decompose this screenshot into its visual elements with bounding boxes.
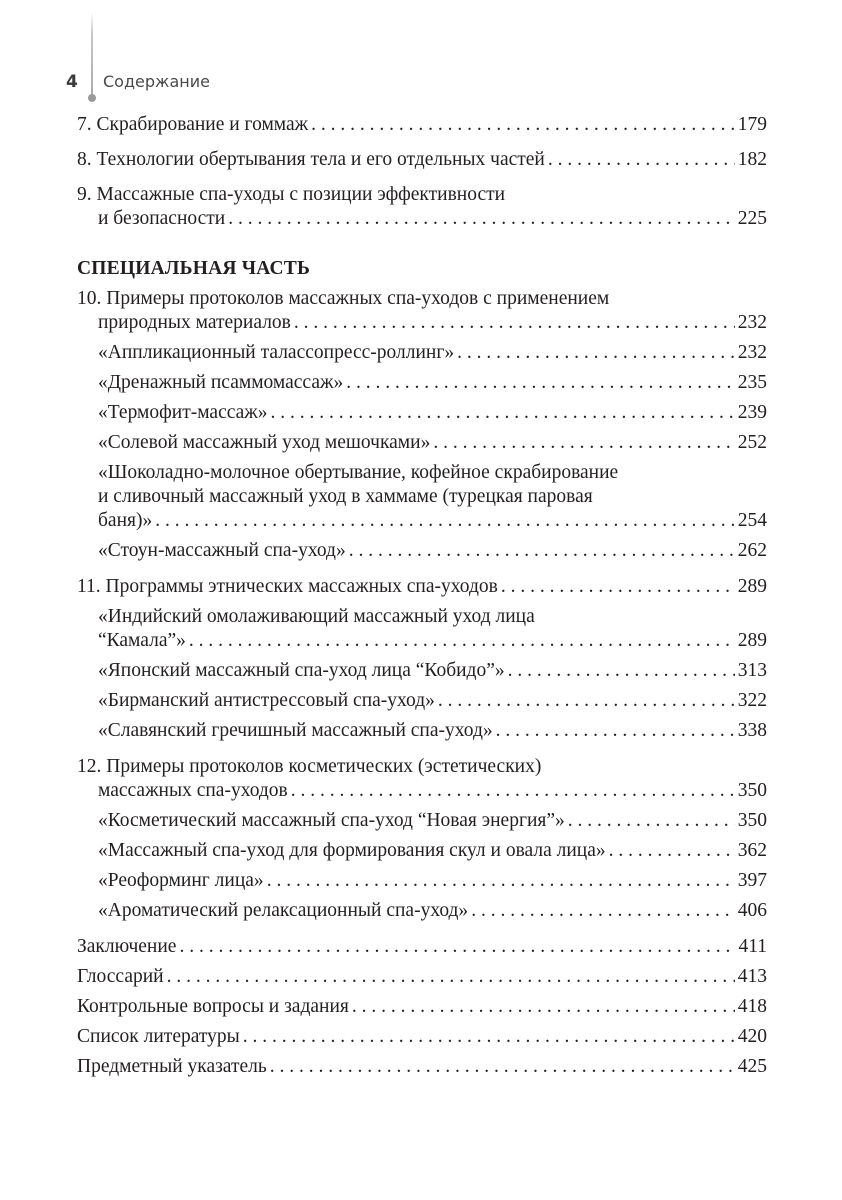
toc-entry-line	[98, 341, 767, 365]
dot-leader	[291, 779, 735, 803]
toc-page-number: 350	[737, 780, 767, 801]
toc-page-number: 338	[737, 720, 767, 741]
dot-leader	[501, 575, 735, 599]
dot-leader	[352, 995, 735, 1019]
dot-leader	[270, 1055, 735, 1079]
toc-page-number: 254	[737, 510, 767, 531]
toc-entry-body	[98, 839, 767, 863]
toc-entry-line	[77, 148, 767, 172]
toc-page-number: 225	[737, 208, 767, 229]
toc-entry-title: Список литературы	[77, 1026, 240, 1047]
toc-entry-line	[77, 1055, 767, 1079]
toc-entry-body	[77, 1025, 767, 1049]
toc-entry-title: «Солевой массажный уход мешочками»	[98, 432, 431, 453]
toc-entry-line	[98, 509, 767, 533]
toc-page-number: 232	[737, 312, 767, 333]
toc-entry-body	[77, 575, 767, 599]
toc-entry-title: «Шоколадно-молочное обертывание, кофейное скрабирование	[98, 462, 619, 483]
toc-entry-line	[98, 431, 767, 455]
dot-leader	[294, 311, 735, 335]
toc-entry[interactable]	[77, 287, 767, 335]
toc-entry-line	[77, 287, 767, 311]
toc-entry-title: Заключение	[77, 936, 177, 957]
toc-page-number: 313	[737, 660, 767, 681]
toc-entry-title: 9. Массажные спа-уходы с позиции эффективности	[77, 184, 506, 205]
dot-leader	[189, 629, 735, 653]
toc-page-number: 406	[737, 900, 767, 921]
toc-entry-body	[98, 341, 767, 365]
dot-leader	[243, 1025, 735, 1049]
dot-leader	[167, 965, 735, 989]
toc-entry-line	[77, 755, 767, 779]
toc-entry-line	[77, 575, 767, 599]
toc-page-number: 411	[738, 936, 767, 957]
toc-entry[interactable]	[77, 755, 767, 803]
toc-entry-title: и сливочный массажный уход в хаммаме (турецкая паровая	[98, 486, 593, 507]
toc-entry-title: «Косметический массажный спа-уход “Новая энергия”»	[98, 810, 565, 831]
toc-entry-body	[77, 113, 767, 137]
toc-entry-title: и безопасности	[98, 208, 226, 229]
dot-leader	[346, 371, 735, 395]
dot-leader	[267, 869, 735, 893]
toc-page-number: 420	[737, 1026, 767, 1047]
dot-leader	[457, 341, 735, 365]
toc-entry-title: Контрольные вопросы и задания	[77, 996, 349, 1017]
toc-entry-title: «Дренажный псаммомассаж»	[98, 372, 344, 393]
toc-page-number: 413	[737, 966, 767, 987]
toc-entry-body	[98, 431, 767, 455]
header-rule	[91, 12, 93, 98]
toc-entry-line	[77, 207, 767, 231]
toc-page-number: 322	[737, 690, 767, 711]
toc-entry-title: «Ароматический релаксационный спа-уход»	[98, 900, 469, 921]
toc-entry-body	[77, 965, 767, 989]
toc-entry-line	[98, 719, 767, 743]
toc-entry[interactable]	[77, 965, 767, 989]
toc-page-number: 262	[737, 540, 767, 561]
toc-entry-body	[77, 935, 767, 959]
running-title: Содержание	[103, 72, 210, 91]
table-of-contents	[77, 113, 767, 1085]
toc-subentry[interactable]	[77, 659, 767, 683]
dot-leader	[228, 207, 735, 231]
toc-entry-line	[98, 689, 767, 713]
toc-page-number: 235	[737, 372, 767, 393]
toc-subentry[interactable]	[77, 689, 767, 713]
toc-entry-title: «Стоун-массажный спа-уход»	[98, 540, 346, 561]
dot-leader	[496, 719, 735, 743]
toc-entry-line	[98, 605, 767, 629]
toc-page-number: 239	[737, 402, 767, 423]
toc-subentry[interactable]	[77, 719, 767, 743]
toc-entry-body	[98, 719, 767, 743]
toc-entry-line	[77, 995, 767, 1019]
toc-entry-line	[98, 659, 767, 683]
toc-subentry[interactable]	[77, 401, 767, 425]
toc-subentry[interactable]	[77, 341, 767, 365]
toc-entry-body	[98, 539, 767, 563]
toc-entry-line	[77, 965, 767, 989]
toc-entry-title: «Термофит-массаж»	[98, 402, 268, 423]
toc-entry-body	[98, 869, 767, 893]
toc-entry-line	[98, 401, 767, 425]
dot-leader	[311, 113, 735, 137]
toc-entry-line	[98, 485, 767, 509]
toc-entry[interactable]	[77, 113, 767, 137]
toc-entry-body	[77, 995, 767, 1019]
toc-page-number: 350	[737, 810, 767, 831]
toc-page-number: 418	[737, 996, 767, 1017]
toc-page-number: 362	[737, 840, 767, 861]
toc-entry-line	[77, 311, 767, 335]
toc-entry-line	[98, 899, 767, 923]
toc-page-number: 289	[737, 630, 767, 651]
toc-subentry[interactable]	[77, 461, 767, 533]
toc-entry-line	[98, 461, 767, 485]
toc-subentry[interactable]	[77, 839, 767, 863]
dot-leader	[568, 809, 735, 833]
toc-entry-body	[77, 287, 767, 335]
toc-entry-body	[77, 148, 767, 172]
toc-entry-line	[98, 629, 767, 653]
dot-leader	[179, 935, 735, 959]
toc-entry-body	[98, 689, 767, 713]
toc-entry-line	[77, 113, 767, 137]
toc-subentry[interactable]	[77, 899, 767, 923]
toc-entry-title: «Массажный спа-уход для формирования скул и овала лица»	[98, 840, 606, 861]
toc-entry-line	[98, 839, 767, 863]
toc-entry-line	[77, 935, 767, 959]
toc-subentry[interactable]	[77, 809, 767, 833]
toc-entry-line	[77, 1025, 767, 1049]
toc-entry-title: Предметный указатель	[77, 1056, 267, 1077]
toc-entry[interactable]	[77, 148, 767, 172]
toc-entry-title: массажных спа-уходов	[98, 780, 288, 801]
toc-page-number: 425	[737, 1056, 767, 1077]
toc-entry-title: Глоссарий	[77, 966, 164, 987]
toc-entry-body	[77, 1055, 767, 1079]
toc-entry-body	[98, 899, 767, 923]
toc-entry-body	[98, 401, 767, 425]
toc-entry[interactable]	[77, 183, 767, 231]
toc-entry[interactable]	[77, 995, 767, 1019]
dot-leader	[155, 509, 735, 533]
header-rule-dot	[88, 94, 96, 102]
toc-entry-line	[98, 869, 767, 893]
toc-entry[interactable]	[77, 935, 767, 959]
section-heading: СПЕЦИАЛЬНАЯ ЧАСТЬ	[77, 258, 311, 279]
toc-page-number: 397	[737, 870, 767, 891]
toc-page-number: 289	[737, 576, 767, 597]
toc-entry-title: “Камала”»	[98, 630, 186, 651]
toc-entry[interactable]	[77, 575, 767, 599]
toc-entry-title: «Японский массажный спа-уход лица “Кобидо”»	[98, 660, 505, 681]
dot-leader	[433, 431, 734, 455]
dot-leader	[548, 148, 735, 172]
toc-entry-title: 7. Скрабирование и гоммаж	[77, 114, 309, 135]
toc-entry-title: «Индийский омолаживающий массажный уход лица	[98, 606, 535, 627]
toc-entry-body	[98, 371, 767, 395]
toc-entry-body	[98, 605, 767, 653]
toc-entry-body	[98, 809, 767, 833]
toc-subentry[interactable]	[77, 431, 767, 455]
toc-subentry[interactable]	[77, 371, 767, 395]
toc-entry[interactable]	[77, 1055, 767, 1079]
toc-page-number: 182	[737, 149, 767, 170]
toc-entry-title: «Реоформинг лица»	[98, 870, 264, 891]
toc-entry-line	[98, 539, 767, 563]
dot-leader	[508, 659, 735, 683]
toc-entry-body	[98, 461, 767, 533]
dot-leader	[349, 539, 735, 563]
toc-entry-title: 8. Технологии обертывания тела и его отдельных частей	[77, 149, 545, 170]
dot-leader	[271, 401, 735, 425]
dot-leader	[471, 899, 735, 923]
toc-entry-line	[77, 183, 767, 207]
dot-leader	[438, 689, 735, 713]
toc-entry-title: «Аппликационный талассопресс-роллинг»	[98, 342, 455, 363]
toc-entry-title: «Бирманский антистрессовый спа-уход»	[98, 690, 435, 711]
toc-entry-line	[77, 779, 767, 803]
toc-entry-title: баня)»	[98, 510, 153, 531]
toc-entry-title: 11. Программы этнических массажных спа-уходов	[77, 576, 498, 597]
toc-entry-title: природных материалов	[98, 312, 291, 333]
toc-entry-body	[98, 659, 767, 683]
dot-leader	[609, 839, 735, 863]
toc-entry-title: 12. Примеры протоколов косметических (эстетических)	[77, 756, 542, 777]
toc-entry[interactable]	[77, 1025, 767, 1049]
toc-entry-body	[77, 755, 767, 803]
toc-page-number: 232	[737, 342, 767, 363]
toc-entry-line	[98, 371, 767, 395]
toc-entry-title: 10. Примеры протоколов массажных спа-уходов с применением	[77, 288, 610, 309]
page-number: 4	[66, 72, 78, 92]
toc-page-number: 252	[737, 432, 767, 453]
toc-entry-title: «Славянский гречишный массажный спа-уход»	[98, 720, 493, 741]
toc-entry-body	[77, 183, 767, 231]
toc-page-number: 179	[737, 114, 767, 135]
toc-subentry[interactable]	[77, 605, 767, 653]
toc-entry-line	[98, 809, 767, 833]
toc-subentry[interactable]	[77, 539, 767, 563]
toc-subentry[interactable]	[77, 869, 767, 893]
